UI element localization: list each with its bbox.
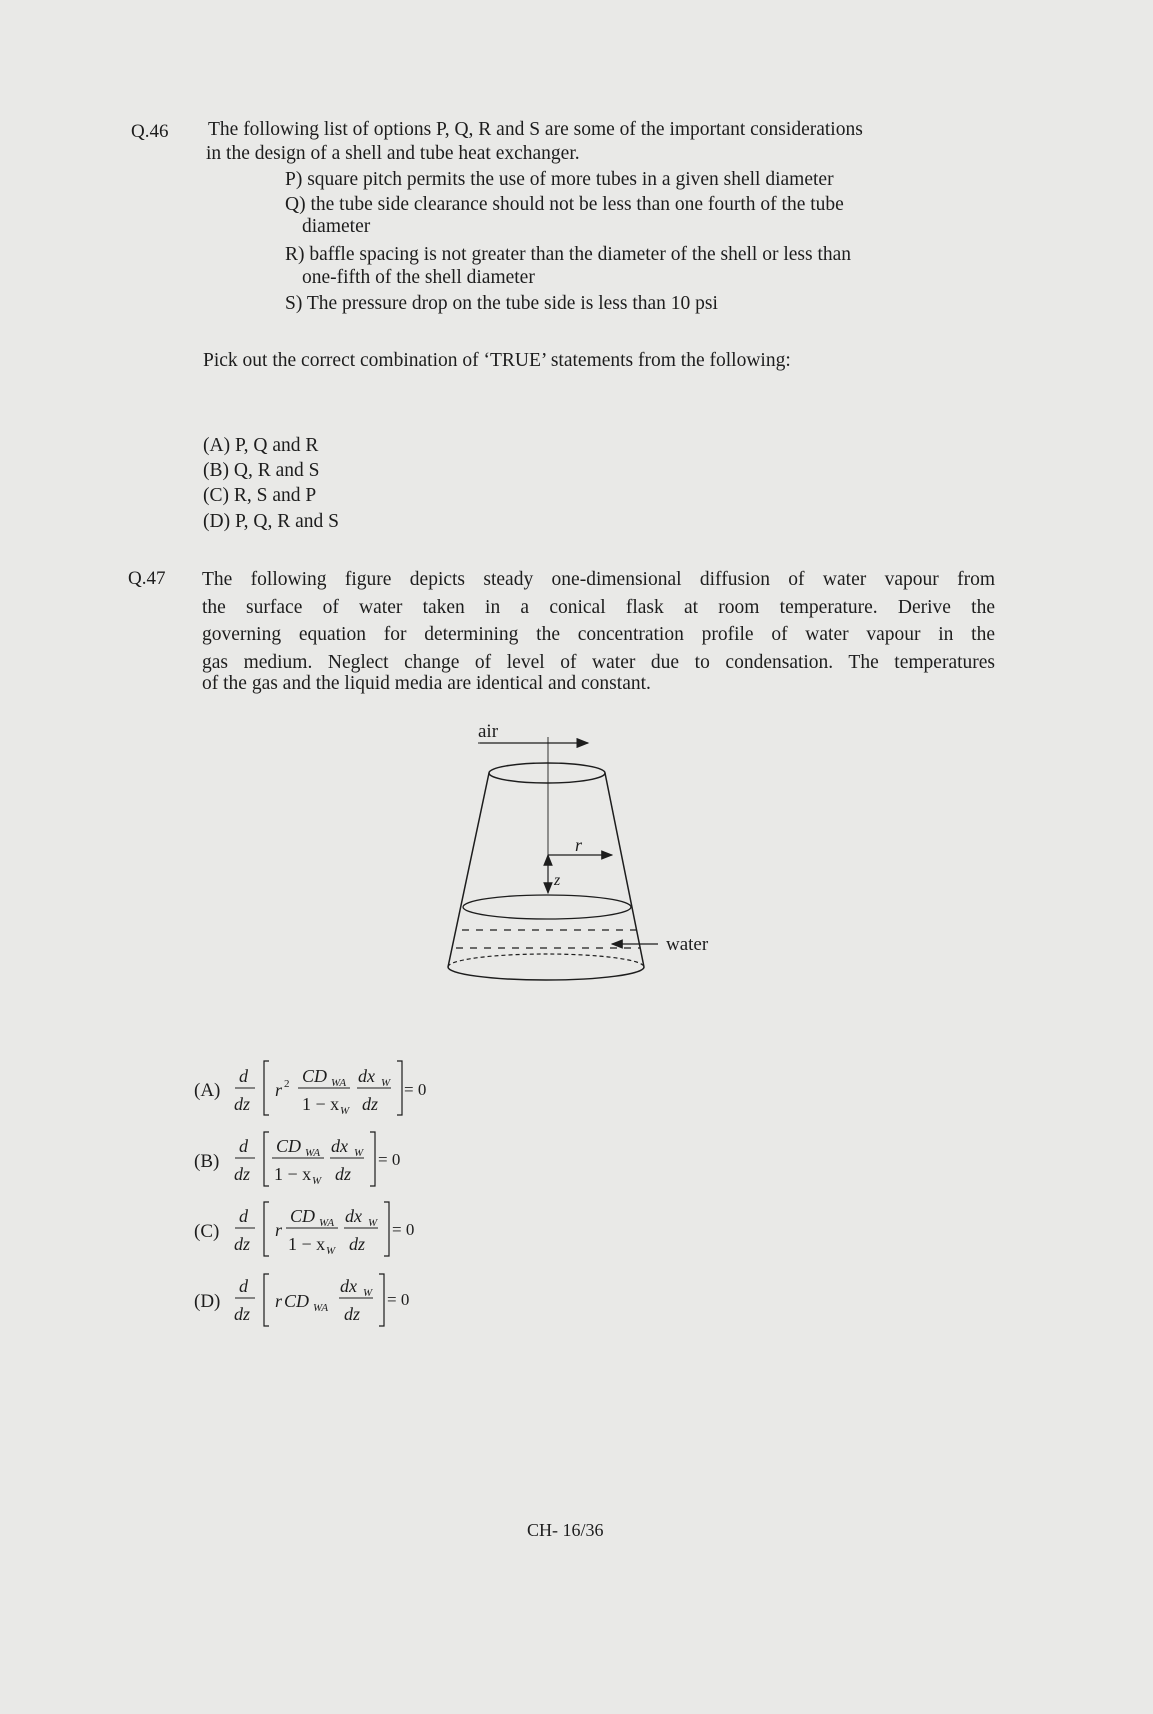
flask-base-front [448,967,644,980]
svg-text:WA: WA [319,1217,335,1229]
svg-text:WA: WA [305,1147,321,1159]
svg-text:= 0: = 0 [392,1220,415,1239]
q47-line-3: governing equation for determining the concentration profile of water vapour in the [202,624,995,645]
q46-statement-q: Q) the tube side clearance should not be less than one fourth of the tube [285,194,844,215]
q46-option-b: (B) Q, R and S [203,460,320,481]
svg-text:dx: dx [345,1206,362,1226]
svg-text:dz: dz [234,1164,251,1184]
svg-text:dz: dz [349,1234,366,1254]
svg-text:W: W [312,1175,322,1187]
svg-text:(B): (B) [194,1151,220,1172]
q47-equation-options [190,1055,490,1355]
q46-prompt: Pick out the correct combination of ‘TRUE’ statements from the following: [203,350,791,371]
svg-text:1 − x: 1 − x [274,1164,312,1184]
svg-text:(C): (C) [194,1221,220,1242]
q47-line-4: gas medium. Neglect change of level of water due to condensation. The temperatures [202,652,995,673]
svg-text:W: W [381,1077,391,1089]
svg-text:= 0: = 0 [404,1080,427,1099]
svg-text:W: W [363,1287,373,1299]
q46-statement-s: S) The pressure drop on the tube side is less than 10 psi [285,293,718,314]
svg-text:2: 2 [284,1078,290,1090]
svg-text:d: d [239,1206,248,1226]
svg-text:CD: CD [302,1066,328,1086]
flask-mouth-ellipse [489,763,605,783]
svg-text:W: W [354,1147,364,1159]
svg-text:r: r [275,1220,283,1240]
svg-text:CD: CD [290,1206,316,1226]
svg-text:CD: CD [276,1136,302,1156]
svg-text:1 − x: 1 − x [288,1234,326,1254]
question-number-47: Q.47 [128,568,166,589]
q46-intro-line-2: in the design of a shell and tube heat exchanger. [206,143,580,164]
flask-base-back [448,954,644,967]
z-label: z [554,872,561,889]
flask-left-wall [448,773,489,967]
q47-line-5: of the gas and the liquid media are identical and constant. [202,673,651,694]
svg-text:(D): (D) [194,1291,221,1312]
svg-text:W: W [340,1105,350,1117]
q46-intro-line-1: The following list of options P, Q, R and S are some of the important considerations [208,119,863,140]
q47-option-d-equation [194,1274,409,1326]
q47-line-1: The following figure depicts steady one-dimensional diffusion of water vapour from [202,569,995,590]
svg-text:dz: dz [234,1234,251,1254]
svg-text:r: r [275,1080,283,1100]
question-number-46: Q.46 [131,121,169,142]
svg-text:dz: dz [335,1164,352,1184]
svg-text:dz: dz [234,1094,251,1114]
svg-text:= 0: = 0 [387,1290,410,1309]
svg-text:dz: dz [234,1304,251,1324]
svg-text:WA: WA [331,1077,347,1089]
svg-text:dz: dz [344,1304,361,1324]
air-label: air [478,721,499,742]
svg-text:= 0: = 0 [378,1150,401,1169]
q46-statement-r: R) baffle spacing is not greater than the diameter of the shell or less than [285,244,852,265]
q46-option-a: (A) P, Q and R [203,435,319,456]
svg-text:d: d [239,1066,248,1086]
svg-text:CD: CD [284,1291,310,1311]
svg-text:(A): (A) [194,1080,221,1101]
conical-flask-figure [440,715,740,990]
q46-statement-r-cont: one-fifth of the shell diameter [302,267,535,288]
svg-text:dx: dx [340,1276,357,1296]
svg-text:dz: dz [362,1094,379,1114]
q47-option-b-equation [194,1132,400,1187]
q47-option-a-equation [194,1061,426,1117]
svg-text:dx: dx [331,1136,348,1156]
svg-text:W: W [368,1217,378,1229]
svg-text:W: W [326,1245,336,1257]
r-label: r [575,835,583,855]
water-surface-ellipse [463,895,631,919]
page-number: CH- 16/36 [527,1520,604,1540]
svg-text:r: r [275,1291,283,1311]
q47-option-c-equation [194,1202,414,1257]
svg-text:WA: WA [313,1302,329,1314]
svg-text:dx: dx [358,1066,375,1086]
q47-line-2: the surface of water taken in a conical flask at room temperature. Derive the [202,597,995,618]
q46-option-c: (C) R, S and P [203,485,317,506]
q46-option-d: (D) P, Q, R and S [203,511,339,532]
q46-statement-q-cont: diameter [302,216,371,237]
svg-text:1 − x: 1 − x [302,1094,340,1114]
flask-right-wall [605,773,644,967]
svg-text:d: d [239,1276,248,1296]
svg-text:d: d [239,1136,248,1156]
water-label: water [666,934,709,955]
q46-statement-p: P) square pitch permits the use of more tubes in a given shell diameter [285,169,834,190]
